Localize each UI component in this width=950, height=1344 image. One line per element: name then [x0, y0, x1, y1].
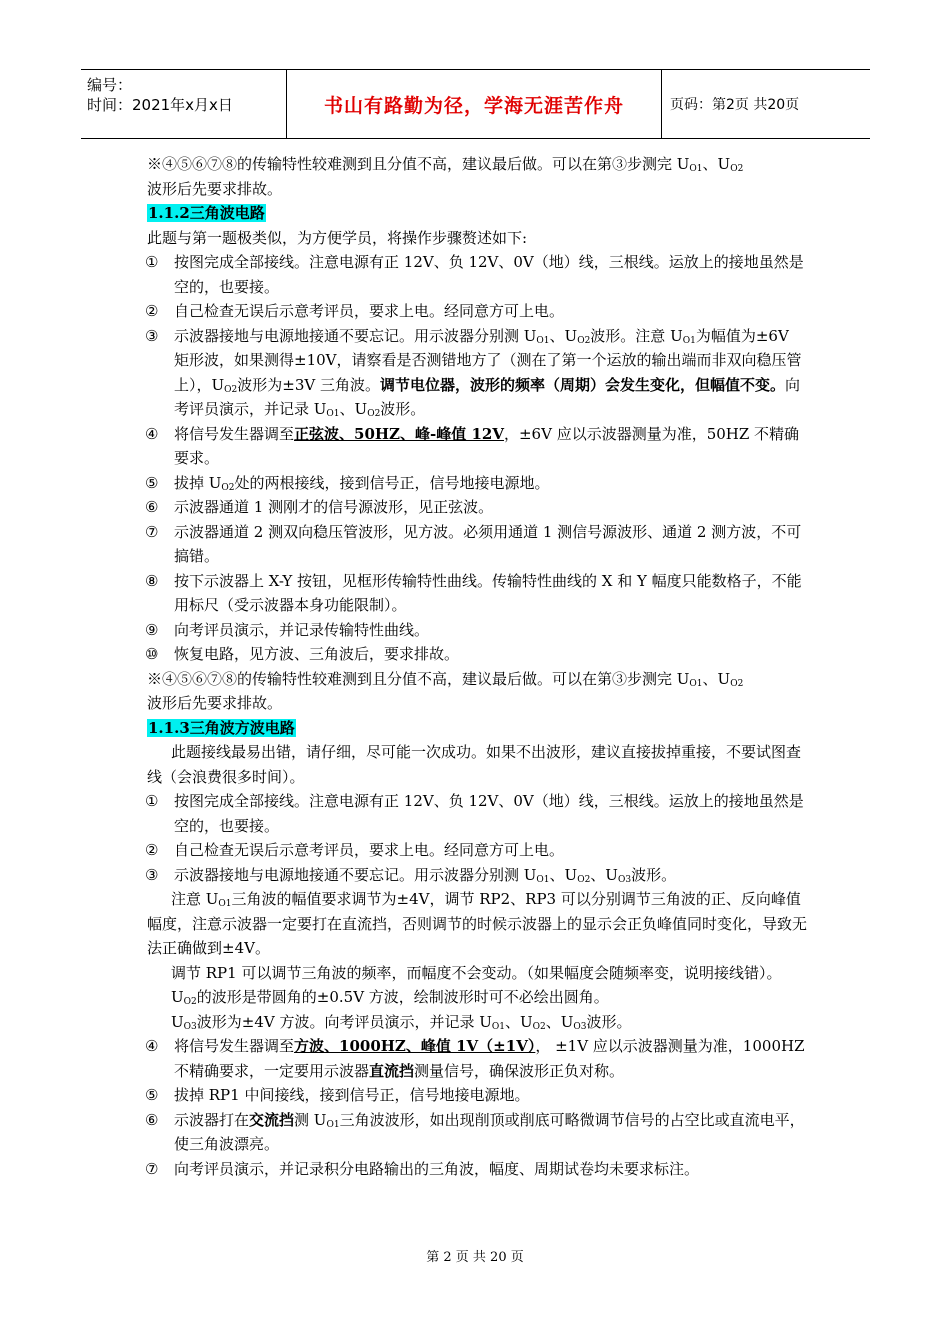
header-meta-cell [81, 70, 287, 138]
list-item: ④ 将信号发生器调至正弦波、50HZ、峰-峰值 12V，±6V 应以示波器测量为准，50HZ 不精确要求。 [145, 424, 800, 467]
doc-number-label: 编号： [87, 76, 133, 94]
list-item: ① 按图完成全部接线。注意电源有正 12V、负 12V、0V（地）线，三根线。运放上的接地虽然是空的，也要接。 [145, 253, 804, 296]
list-item: ⑩ 恢复电路，见方波、三角波后，要求排故。 [145, 645, 460, 663]
section-intro-1-1-2: 此题与第一题极类似，为方便学员，将操作步骤赘述如下: [147, 228, 528, 247]
note-paragraph-2: ※④⑤⑥⑦⑧的传输特性较难测到且分值不高，建议最后做。可以在第③步测完 $U_{O1}$、$U_{O2}$ 波形后先要求排故。 [147, 669, 744, 712]
list-item: ⑨ 向考评员演示，并记录传输特性曲线。 [145, 620, 430, 639]
list-item: ⑥ 示波器打在交流挡测 $U_{O1}$三角波波形，如出现削顶或削底可略微调节信号的占空比或直流电平，使三角波漂亮。 [145, 1110, 805, 1153]
note-paragraph-1: ※④⑤⑥⑦⑧的传输特性较难测到且分值不高，建议最后做。可以在第③步测完 $U_{O1}$、$U_{O2}$ 波形后先要求排故。 [147, 155, 744, 198]
list-item: ⑤ 拔掉 RP1 中间接线，接到信号正，信号地接电源地。 [145, 1086, 530, 1104]
section-heading-1-1-3: 1.1.3三角波方波电路 [148, 718, 295, 737]
list-item: ⑤ 拔掉 $U_{O2}$处的两根接线，接到信号正，信号地接电源地。 [145, 473, 550, 493]
header-motto-cell [287, 70, 662, 138]
list-item: ③ 示波器接地与电源地接通不要忘记。用示波器分别测 $U_{O1}$、$U_{O2}$波形。注意 $U_{O1}$为幅值为±6V 矩形波，如果测得±10V，请察看是否测错地方了（测在了第一个运放的输出端而非双向稳压管上），$U_{O2}$波形为±3V 三角波。调节电位器，波形的频率（周期）会发生变化，但幅值不变。向考评员演示，并记录 $U_{O1}$、$U_{O2}$波形。 [145, 326, 802, 419]
list-item: ⑦ 向考评员演示，并记录积分电路输出的三角波，幅度、周期试卷均未要求标注。 [145, 1159, 700, 1178]
list-item: ② 自己检查无误后示意考评员，要求上电。经同意方可上电。 [145, 841, 565, 859]
body-paragraph: 注意 $U_{O1}$三角波的幅值要求调节为±4V，调节 RP2、RP3 可以分别调节三角波的正、反向峰值幅度，注意示波器一定要打在直流挡，否则调节的时候示波器上的显示会正负峰值同时变化，导致无法正确做到±4V。 [147, 890, 808, 957]
list-item: ④ 将信号发生器调至方波、1000HZ、峰值 1V（±1V）， ±1V 应以示波器测量为准，1000HZ 不精确要求，一定要用示波器直流挡测量信号，确保波形正负对称。 [145, 1037, 805, 1080]
header-page-cell [662, 70, 870, 138]
list-item: ⑥ 示波器通道 1 测刚才的信号源波形，见正弦波。 [145, 498, 494, 516]
document-body [147, 152, 807, 1181]
date-label: 时间：2021年x月x日 [87, 96, 233, 114]
header-motto: 书山有路勤为径，学海无涯苦作舟 [323, 94, 624, 117]
body-paragraph: $U_{O2}$的波形是带圆角的±0.5V 方波，绘制波形时可不必绘出圆角。 [171, 988, 609, 1007]
list-item: ⑦ 示波器通道 2 测双向稳压管波形，见方波。必须用通道 1 测信号源波形、通道 2 测方波，不可搞错。 [145, 522, 802, 565]
page-header [81, 69, 870, 139]
list-item: ⑧ 按下示波器上 X-Y 按钮，见框形传输特性曲线。传输特性曲线的 X 和 Y 幅度只能数格子，不能用标尺（受示波器本身功能限制）。 [145, 571, 802, 614]
body-paragraph: $U_{O3}$波形为±4V 方波。向考评员演示，并记录 $U_{O1}$、$U_{O2}$、$U_{O3}$波形。 [171, 1012, 632, 1032]
list-item: ③ 示波器接地与电源地接通不要忘记。用示波器分别测 $U_{O1}$、$U_{O2}$、$U_{O3}$波形。 [145, 865, 677, 885]
list-item: ① 按图完成全部接线。注意电源有正 12V、负 12V、0V（地）线，三根线。运放上的接地虽然是空的，也要接。 [145, 792, 804, 835]
page-footer: 第 2 页 共 20 页 [426, 1250, 524, 1265]
body-paragraph: 调节 RP1 可以调节三角波的频率，而幅度不会变动。（如果幅度会随频率变，说明接线错）。 [171, 963, 782, 982]
list-item: ② 自己检查无误后示意考评员，要求上电。经同意方可上电。 [145, 302, 565, 320]
header-page-info: 页码：第2页 共20页 [670, 97, 800, 113]
section-intro-1-1-3: 此题接线最易出错，请仔细，尽可能一次成功。如果不出波形，建议直接拔掉重接，不要试图查线（会浪费很多时间）。 [147, 743, 802, 786]
section-heading-1-1-2: 1.1.2三角波电路 [148, 204, 265, 222]
